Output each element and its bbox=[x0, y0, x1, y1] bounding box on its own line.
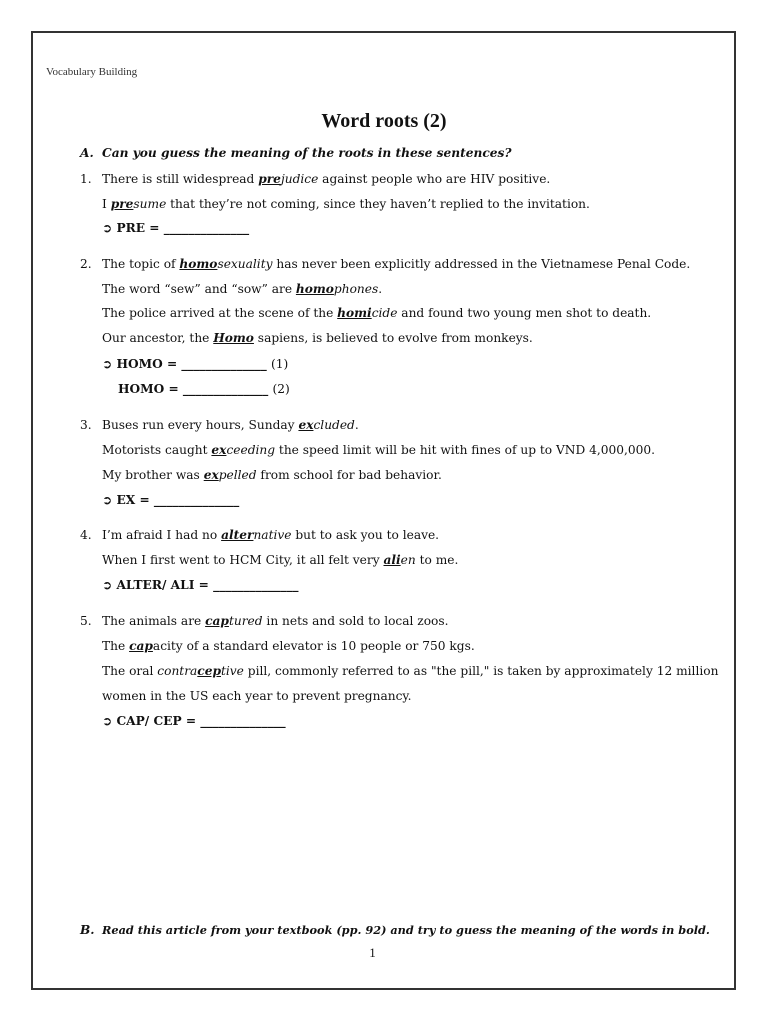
sentence: Buses run every hours, Sunday excluded. bbox=[102, 418, 359, 432]
sentence: The word “sew” and “sow” are homophones. bbox=[102, 282, 383, 296]
arrow-icon: ➲ bbox=[102, 221, 113, 235]
sentence: women in the US each year to prevent pregnancy. bbox=[102, 689, 412, 703]
sentence: Motorists caught exceeding the speed limit will be hit with fines of up to VND 4,000,000. bbox=[102, 443, 655, 457]
item-number: 2. bbox=[80, 257, 92, 271]
item-number: 4. bbox=[80, 528, 92, 542]
running-header: Vocabulary Building bbox=[46, 66, 138, 78]
item-number: 3. bbox=[80, 418, 92, 432]
sentence: I’m afraid I had no alternative but to ask you to leave. bbox=[102, 528, 440, 542]
answer-blank: ➲ CAP/ CEP = ______________ bbox=[102, 714, 286, 728]
page-number: 1 bbox=[369, 945, 376, 960]
answer-blank: ➲ PRE = ______________ bbox=[102, 221, 250, 235]
sentence: I presume that they’re not coming, since they haven’t replied to the invitation. bbox=[102, 197, 590, 211]
page-title: Word roots (2) bbox=[321, 110, 447, 132]
answer-blank: HOMO = ______________ (2) bbox=[118, 382, 290, 396]
sentence: The police arrived at the scene of the homicide and found two young men shot to death. bbox=[102, 306, 652, 320]
sentence: The capacity of a standard elevator is 10 people or 750 kgs. bbox=[102, 639, 475, 653]
arrow-icon: ➲ bbox=[102, 357, 113, 371]
section-b-instruction: Read this article from your textbook (pp. 92) and try to guess the meaning of the words in bold. bbox=[102, 923, 710, 937]
sentence: The topic of homosexuality has never been explicitly addressed in the Vietnamese Penal Code. bbox=[102, 257, 691, 271]
sentence: My brother was expelled from school for bad behavior. bbox=[102, 468, 442, 482]
section-b-letter: B. bbox=[80, 923, 95, 937]
sentence: There is still widespread prejudice against people who are HIV positive. bbox=[102, 172, 551, 186]
sentence: The oral contraceptive pill, commonly referred to as "the pill," is taken by approximately 12 million bbox=[102, 664, 719, 678]
arrow-icon: ➲ bbox=[102, 714, 113, 728]
sentence: When I first went to HCM City, it all felt very alien to me. bbox=[102, 553, 459, 567]
item-number: 1. bbox=[80, 172, 92, 186]
arrow-icon: ➲ bbox=[102, 578, 113, 592]
answer-blank: ➲ HOMO = ______________ (1) bbox=[102, 357, 289, 371]
sentence: The animals are captured in nets and sold to local zoos. bbox=[102, 614, 449, 628]
section-a-instruction: Can you guess the meaning of the roots in these sentences? bbox=[102, 146, 512, 160]
item-number: 5. bbox=[80, 614, 92, 628]
section-a-letter: A. bbox=[80, 146, 94, 160]
answer-blank: ➲ EX = ______________ bbox=[102, 493, 240, 507]
arrow-icon: ➲ bbox=[102, 493, 113, 507]
sentence: Our ancestor, the Homo sapiens, is believed to evolve from monkeys. bbox=[102, 331, 533, 345]
answer-blank: ➲ ALTER/ ALI = ______________ bbox=[102, 578, 299, 592]
